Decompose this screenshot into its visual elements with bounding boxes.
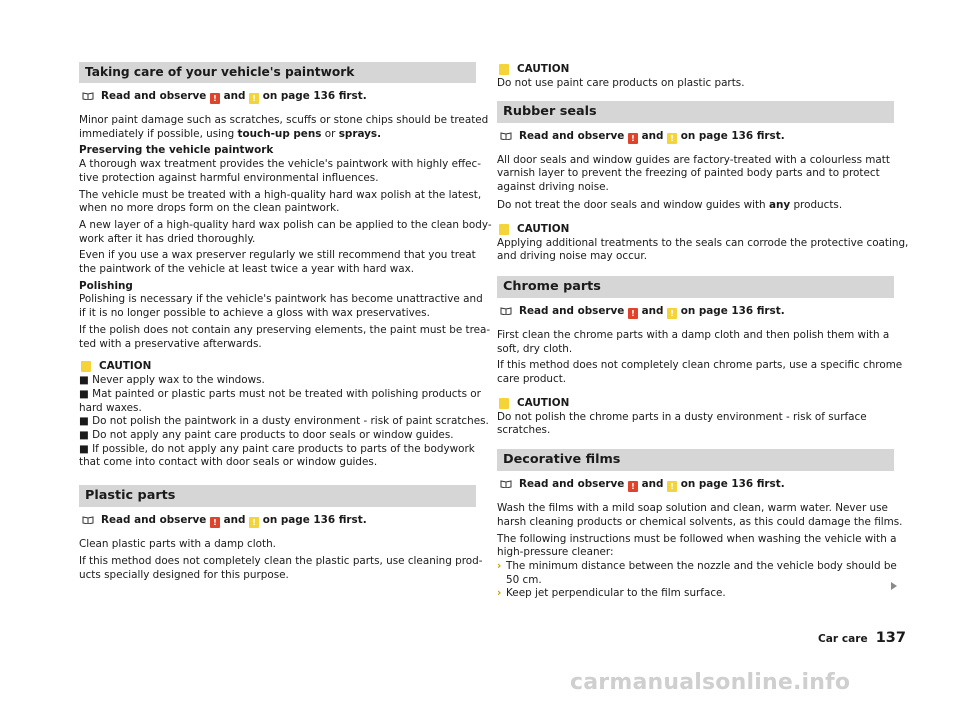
section-title-plastic: Plastic parts (79, 485, 476, 507)
paragraph: The following instructions must be followed when washing the vehicle with a (497, 532, 897, 545)
caution-text: Do not polish the chrome parts in a dusty environment - risk of surface (497, 410, 867, 423)
book-icon (500, 307, 512, 315)
bullet-item: ■ Mat painted or plastic parts must not be treated with polishing products or (79, 387, 481, 400)
list-item: 50 cm. (506, 573, 542, 586)
reference-line: Read and observe ! and ! on page 136 first. (497, 476, 894, 492)
paragraph: when no more drops form on the clean paintwork. (79, 202, 340, 215)
paragraph: A new layer of a high-quality hard wax polish can be applied to the clean body- (79, 218, 492, 231)
paragraph: Polishing is necessary if the vehicle's paintwork has become unattractive and (79, 293, 483, 306)
right-column (497, 0, 909, 601)
paragraph: the paintwork of the vehicle at least twice a year with hard wax. (79, 263, 415, 276)
paragraph: If this method does not completely clean chrome parts, use a specific chrome (497, 359, 903, 372)
subheading: Preserving the vehicle paintwork (79, 144, 274, 157)
caution-heading: CAUTION (497, 62, 894, 77)
warning-icon: ! (210, 93, 220, 104)
bullet-item: hard waxes. (79, 401, 142, 414)
reference-line: Read and observe ! and ! on page 136 first. (79, 512, 476, 528)
paragraph: Wash the films with a mild soap solution and clean, warm water. Never use (497, 502, 888, 515)
caution-heading: CAUTION (79, 359, 476, 374)
paragraph: soft, dry cloth. (497, 342, 573, 355)
paragraph: work after it has dried thoroughly. (79, 232, 256, 245)
paragraph: harsh cleaning products or chemical solvents, as this could damage the films. (497, 515, 903, 528)
bullet-item: ■ Do not polish the paintwork in a dusty environment - risk of paint scratches. (79, 415, 489, 428)
caution-icon (499, 398, 509, 409)
caution-text: Applying additional treatments to the seals can corrode the protective coating, (497, 236, 909, 249)
paragraph: If the polish does not contain any preserving elements, the paint must be trea- (79, 323, 491, 336)
book-icon (500, 480, 512, 488)
list-item: › Keep jet perpendicular to the film surface. (497, 587, 726, 600)
paragraph: The vehicle must be treated with a high-quality hard wax polish at the latest, (79, 188, 482, 201)
paragraph: Do not treat the door seals and window guides with any products. (497, 198, 843, 211)
caution-icon: ! (249, 517, 259, 528)
book-icon (82, 516, 94, 524)
paragraph: A thorough wax treatment provides the vehicle's paintwork with highly effec- (79, 158, 482, 171)
paragraph: ucts specially designed for this purpose. (79, 568, 289, 581)
warning-icon: ! (628, 481, 638, 492)
paragraph: tive protection against harmful environmental influences. (79, 171, 379, 184)
bullet-item: ■ If possible, do not apply any paint care products to parts of the bodywork (79, 442, 475, 455)
section-title-chrome: Chrome parts (497, 276, 894, 298)
bullet-item: ■ Never apply wax to the windows. (79, 374, 265, 387)
page-number: 137 (875, 630, 906, 646)
book-icon (82, 92, 94, 100)
caution-icon (499, 224, 509, 235)
paragraph: immediately if possible, using touch-up pens or sprays. (79, 127, 382, 140)
caution-icon (499, 64, 509, 75)
warning-icon: ! (210, 517, 220, 528)
paragraph: All door seals and window guides are factory-treated with a colourless matt (497, 153, 890, 166)
paragraph: high-pressure cleaner: (497, 546, 614, 559)
reference-line: Read and observe ! and ! on page 136 first. (497, 128, 894, 144)
list-arrow-icon: › (497, 587, 502, 600)
bullet-item: ■ Do not apply any paint care products to door seals or window guides. (79, 429, 454, 442)
warning-icon: ! (628, 308, 638, 319)
page-footer (818, 627, 906, 646)
paragraph: First clean the chrome parts with a damp cloth and then polish them with a (497, 328, 890, 341)
caution-icon: ! (667, 133, 677, 144)
caution-text: Do not use paint care products on plastic parts. (497, 77, 745, 89)
paragraph: care product. (497, 373, 567, 386)
paragraph: ted with a preservative afterwards. (79, 337, 262, 350)
list-arrow-icon: › (497, 559, 502, 572)
caution-icon: ! (667, 308, 677, 319)
section-title-films: Decorative films (497, 449, 894, 471)
reference-line: Read and observe ! and ! on page 136 first. (79, 88, 476, 104)
paragraph: If this method does not completely clean the plastic parts, use cleaning prod- (79, 554, 483, 567)
paragraph: against driving noise. (497, 181, 609, 194)
subheading: Polishing (79, 279, 133, 292)
caution-text: scratches. (497, 424, 551, 437)
left-column (79, 0, 492, 582)
section-title-rubber: Rubber seals (497, 101, 894, 123)
book-icon (500, 132, 512, 140)
caution-heading: CAUTION (497, 396, 894, 411)
section-title-paintwork: Taking care of your vehicle's paintwork (79, 62, 476, 83)
caution-heading: CAUTION (497, 222, 894, 237)
continue-arrow-icon (891, 582, 897, 590)
warning-icon: ! (628, 133, 638, 144)
watermark: carmanualsonline.info (570, 670, 851, 695)
list-item: › The minimum distance between the nozzle and the vehicle body should be (497, 559, 897, 572)
paragraph: Even if you use a wax preserver regularly we still recommend that you treat (79, 249, 476, 262)
footer-section: Car care (818, 633, 868, 645)
paragraph: varnish layer to prevent the freezing of painted body parts and to protect (497, 167, 880, 180)
paragraph: Clean plastic parts with a damp cloth. (79, 538, 276, 551)
caution-text: and driving noise may occur. (497, 250, 647, 263)
caution-icon: ! (249, 93, 259, 104)
bullet-item: that come into contact with door seals or window guides. (79, 456, 378, 469)
paragraph: Minor paint damage such as scratches, scuffs or stone chips should be treated (79, 114, 489, 126)
paragraph: if it is no longer possible to achieve a gloss with wax preservatives. (79, 307, 430, 320)
caution-icon (81, 361, 91, 372)
caution-icon: ! (667, 481, 677, 492)
reference-line: Read and observe ! and ! on page 136 first. (497, 303, 894, 319)
